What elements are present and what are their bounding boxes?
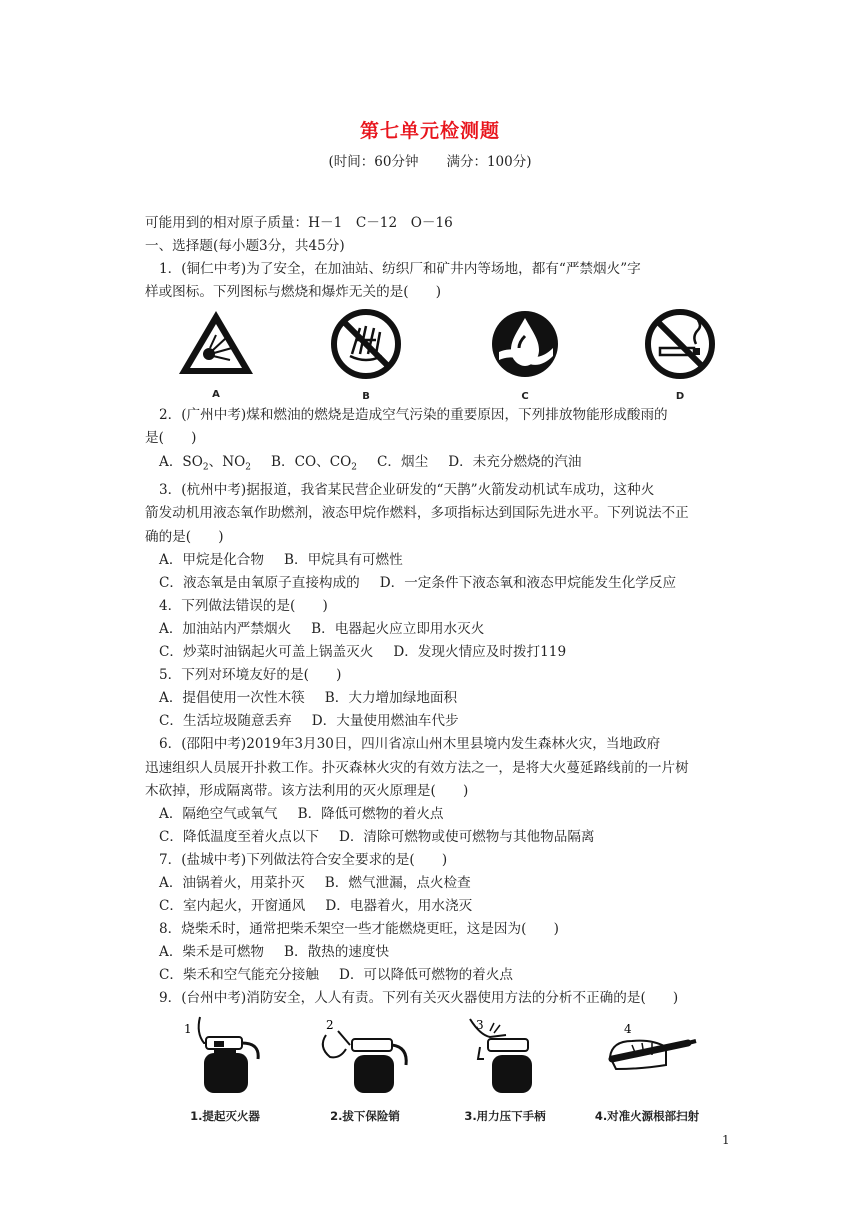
- q9-step-4-num: 4: [624, 1021, 632, 1036]
- q5-options-ab: [145, 687, 735, 710]
- q1-label-a: A: [212, 389, 220, 401]
- q8-option-b: B．散热的速度快: [283, 944, 390, 961]
- section-title: 一、选择题(每小题3分，共45分): [145, 238, 345, 255]
- q3-option-a: A．甲烷是化合物: [159, 551, 264, 568]
- q3-options-cd: [145, 572, 735, 595]
- q8-stem: 8．烧柴禾时，通常把柴禾架空一些才能燃烧更旺，这是因为( ): [159, 921, 559, 938]
- no-smoking-icon: [644, 308, 716, 380]
- q1-icon-row: [145, 308, 745, 404]
- q3-option-d: D．一定条件下液态氧和液态甲烷能发生化学反应: [379, 574, 677, 591]
- q1-stem-line2: 样或图标。下列图标与燃烧和爆炸无关的是( ): [145, 284, 442, 301]
- exam-meta: [0, 150, 860, 170]
- q6-stem-line3: 木砍掉，形成隔离带。该方法利用的灭火原理是( ): [145, 782, 469, 799]
- q4-options-ab: [145, 618, 735, 641]
- q2-option-b: B．CO、$CO_2$: [270, 453, 357, 473]
- q9-step-3-num: 3: [476, 1017, 484, 1032]
- q5-option-b: B．大力增加绿地面积: [324, 690, 458, 707]
- q2-option-d: D．未充分燃烧的汽油: [448, 453, 582, 470]
- q1-stem-line1: 1．(铜仁中考)为了安全，在加油站、纺织厂和矿井内等场地，都有“严禁烟火”字: [159, 261, 641, 278]
- q4-stem: 4．下列做法错误的是( ): [159, 597, 328, 614]
- q8-options-ab: [145, 941, 735, 964]
- q2-option-a: A．$SO_2$、$NO_2$: [159, 453, 251, 473]
- water-saving-icon: [489, 308, 561, 380]
- fire-extinguisher-pin-icon: [310, 1013, 420, 1093]
- q6-option-a: A．隔绝空气或氧气: [159, 805, 278, 822]
- q6-options-cd: [145, 826, 735, 849]
- q8-options-cd: [145, 964, 735, 987]
- q7-options-cd: [145, 895, 735, 918]
- q9-step-1-caption: 1.提起灭火器: [190, 1108, 260, 1123]
- q3-stem-line1: 3．(杭州中考)据报道，我省某民营企业研发的“天鹊”火箭发动机试车成功，这种火: [159, 482, 655, 499]
- q6-stem-line2: 迅速组织人员展开扑救工作。扑灭森林火灾的有效方法之一，是将大火蔓延路线前的一片树: [145, 759, 689, 776]
- fire-extinguisher-press-icon: [450, 1013, 560, 1093]
- q9-step-3: [435, 1013, 575, 1128]
- q5-stem: 5．下列对环境友好的是( ): [159, 667, 342, 684]
- q7-option-d: D．电器着火，用水浇灭: [325, 898, 473, 915]
- q2-stem-line1: 2．(广州中考)煤和燃油的燃烧是造成空气污染的重要原因，下列排放物能形成酸雨的: [159, 407, 668, 424]
- q3-options-ab: [145, 549, 735, 572]
- q4-option-c: C．炒菜时油锅起火可盖上锅盖灭火: [159, 644, 374, 661]
- q9-stem: 9．(台州中考)消防安全，人人有责。下列有关灭火器使用方法的分析不正确的是( ): [159, 990, 679, 1007]
- q9-steps-row: [145, 1013, 745, 1121]
- q9-step-4-caption: 4.对准火源根部扫射: [594, 1108, 700, 1123]
- no-fireworks-icon: [330, 308, 402, 380]
- q7-option-c: C．室内起火，开窗通风: [159, 898, 306, 915]
- q8-option-c: C．柴禾和空气能充分接触: [159, 967, 319, 984]
- q5-option-c: C．生活垃圾随意丢弃: [159, 713, 292, 730]
- q2-option-c: C．烟尘: [377, 453, 429, 470]
- time-limit: (时间：60分钟: [328, 154, 419, 170]
- q1-option-a: [171, 308, 261, 406]
- q3-stem-line2: 箭发动机用液态氧作助燃剂，液态甲烷作燃料，多项指标达到国际先进水平。下列说法不正: [145, 505, 689, 522]
- q6-option-c: C．降低温度至着火点以下: [159, 828, 319, 845]
- fire-extinguisher-spray-icon: [592, 1013, 702, 1093]
- q5-options-cd: [145, 710, 735, 733]
- page-number: 1: [722, 1133, 730, 1147]
- q3-option-c: C．液态氧是由氧原子直接构成的: [159, 574, 360, 591]
- q9-step-2: [295, 1013, 435, 1128]
- q3-option-b: B．甲烷具有可燃性: [283, 551, 403, 568]
- q1-option-d: [635, 308, 725, 408]
- q9-step-1: [155, 1013, 295, 1128]
- q8-option-d: D．可以降低可燃物的着火点: [338, 967, 513, 984]
- q9-step-3-caption: 3.用力压下手柄: [464, 1108, 546, 1123]
- q4-option-b: B．电器起火应立即用水灭火: [311, 620, 485, 637]
- q1-label-c: C: [521, 391, 529, 403]
- q9-step-1-num: 1: [184, 1021, 192, 1036]
- explosive-warning-icon: [176, 308, 256, 378]
- q8-option-a: A．柴禾是可燃物: [159, 944, 264, 961]
- q7-stem: 7．(盐城中考)下列做法符合安全要求的是( ): [159, 851, 448, 868]
- q7-option-b: B．燃气泄漏，点火检查: [324, 874, 471, 891]
- page-title: 第七单元检测题: [359, 120, 500, 142]
- q6-option-b: B．降低可燃物的着火点: [297, 805, 444, 822]
- q5-option-a: A．提倡使用一次性木筷: [159, 690, 305, 707]
- q9-step-2-caption: 2.拔下保险销: [330, 1108, 400, 1123]
- q9-step-4: [577, 1013, 717, 1128]
- full-score: 满分：100分): [446, 154, 532, 170]
- q1-label-d: D: [675, 391, 685, 403]
- q6-options-ab: [145, 803, 735, 826]
- question-body: [145, 212, 735, 1121]
- q4-option-d: D．发现火情应及时拨打119: [393, 644, 567, 661]
- q3-stem-line3: 确的是( ): [145, 528, 224, 545]
- q9-step-2-num: 2: [326, 1017, 334, 1032]
- atomic-masses: 可能用到的相对原子质量：H－1 C－12 O－16: [145, 215, 453, 231]
- q1-option-c: [480, 308, 570, 408]
- q5-option-d: D．大量使用燃油车代步: [311, 713, 459, 730]
- q1-option-b: [321, 308, 411, 408]
- q1-label-b: B: [362, 391, 370, 403]
- q7-option-a: A．油锅着火，用菜扑灭: [159, 874, 305, 891]
- q6-option-d: D．清除可燃物或使可燃物与其他物品隔离: [338, 828, 595, 845]
- q7-options-ab: [145, 872, 735, 895]
- q6-stem-line1: 6．(邵阳中考)2019年3月30日，四川省凉山州木里县境内发生森林火灾，当地政府: [159, 736, 661, 753]
- q2-options: [145, 451, 735, 480]
- q4-options-cd: [145, 641, 735, 664]
- q4-option-a: A．加油站内严禁烟火: [159, 620, 292, 637]
- fire-extinguisher-lift-icon: [170, 1013, 280, 1093]
- q2-stem-line2: 是( ): [145, 430, 197, 447]
